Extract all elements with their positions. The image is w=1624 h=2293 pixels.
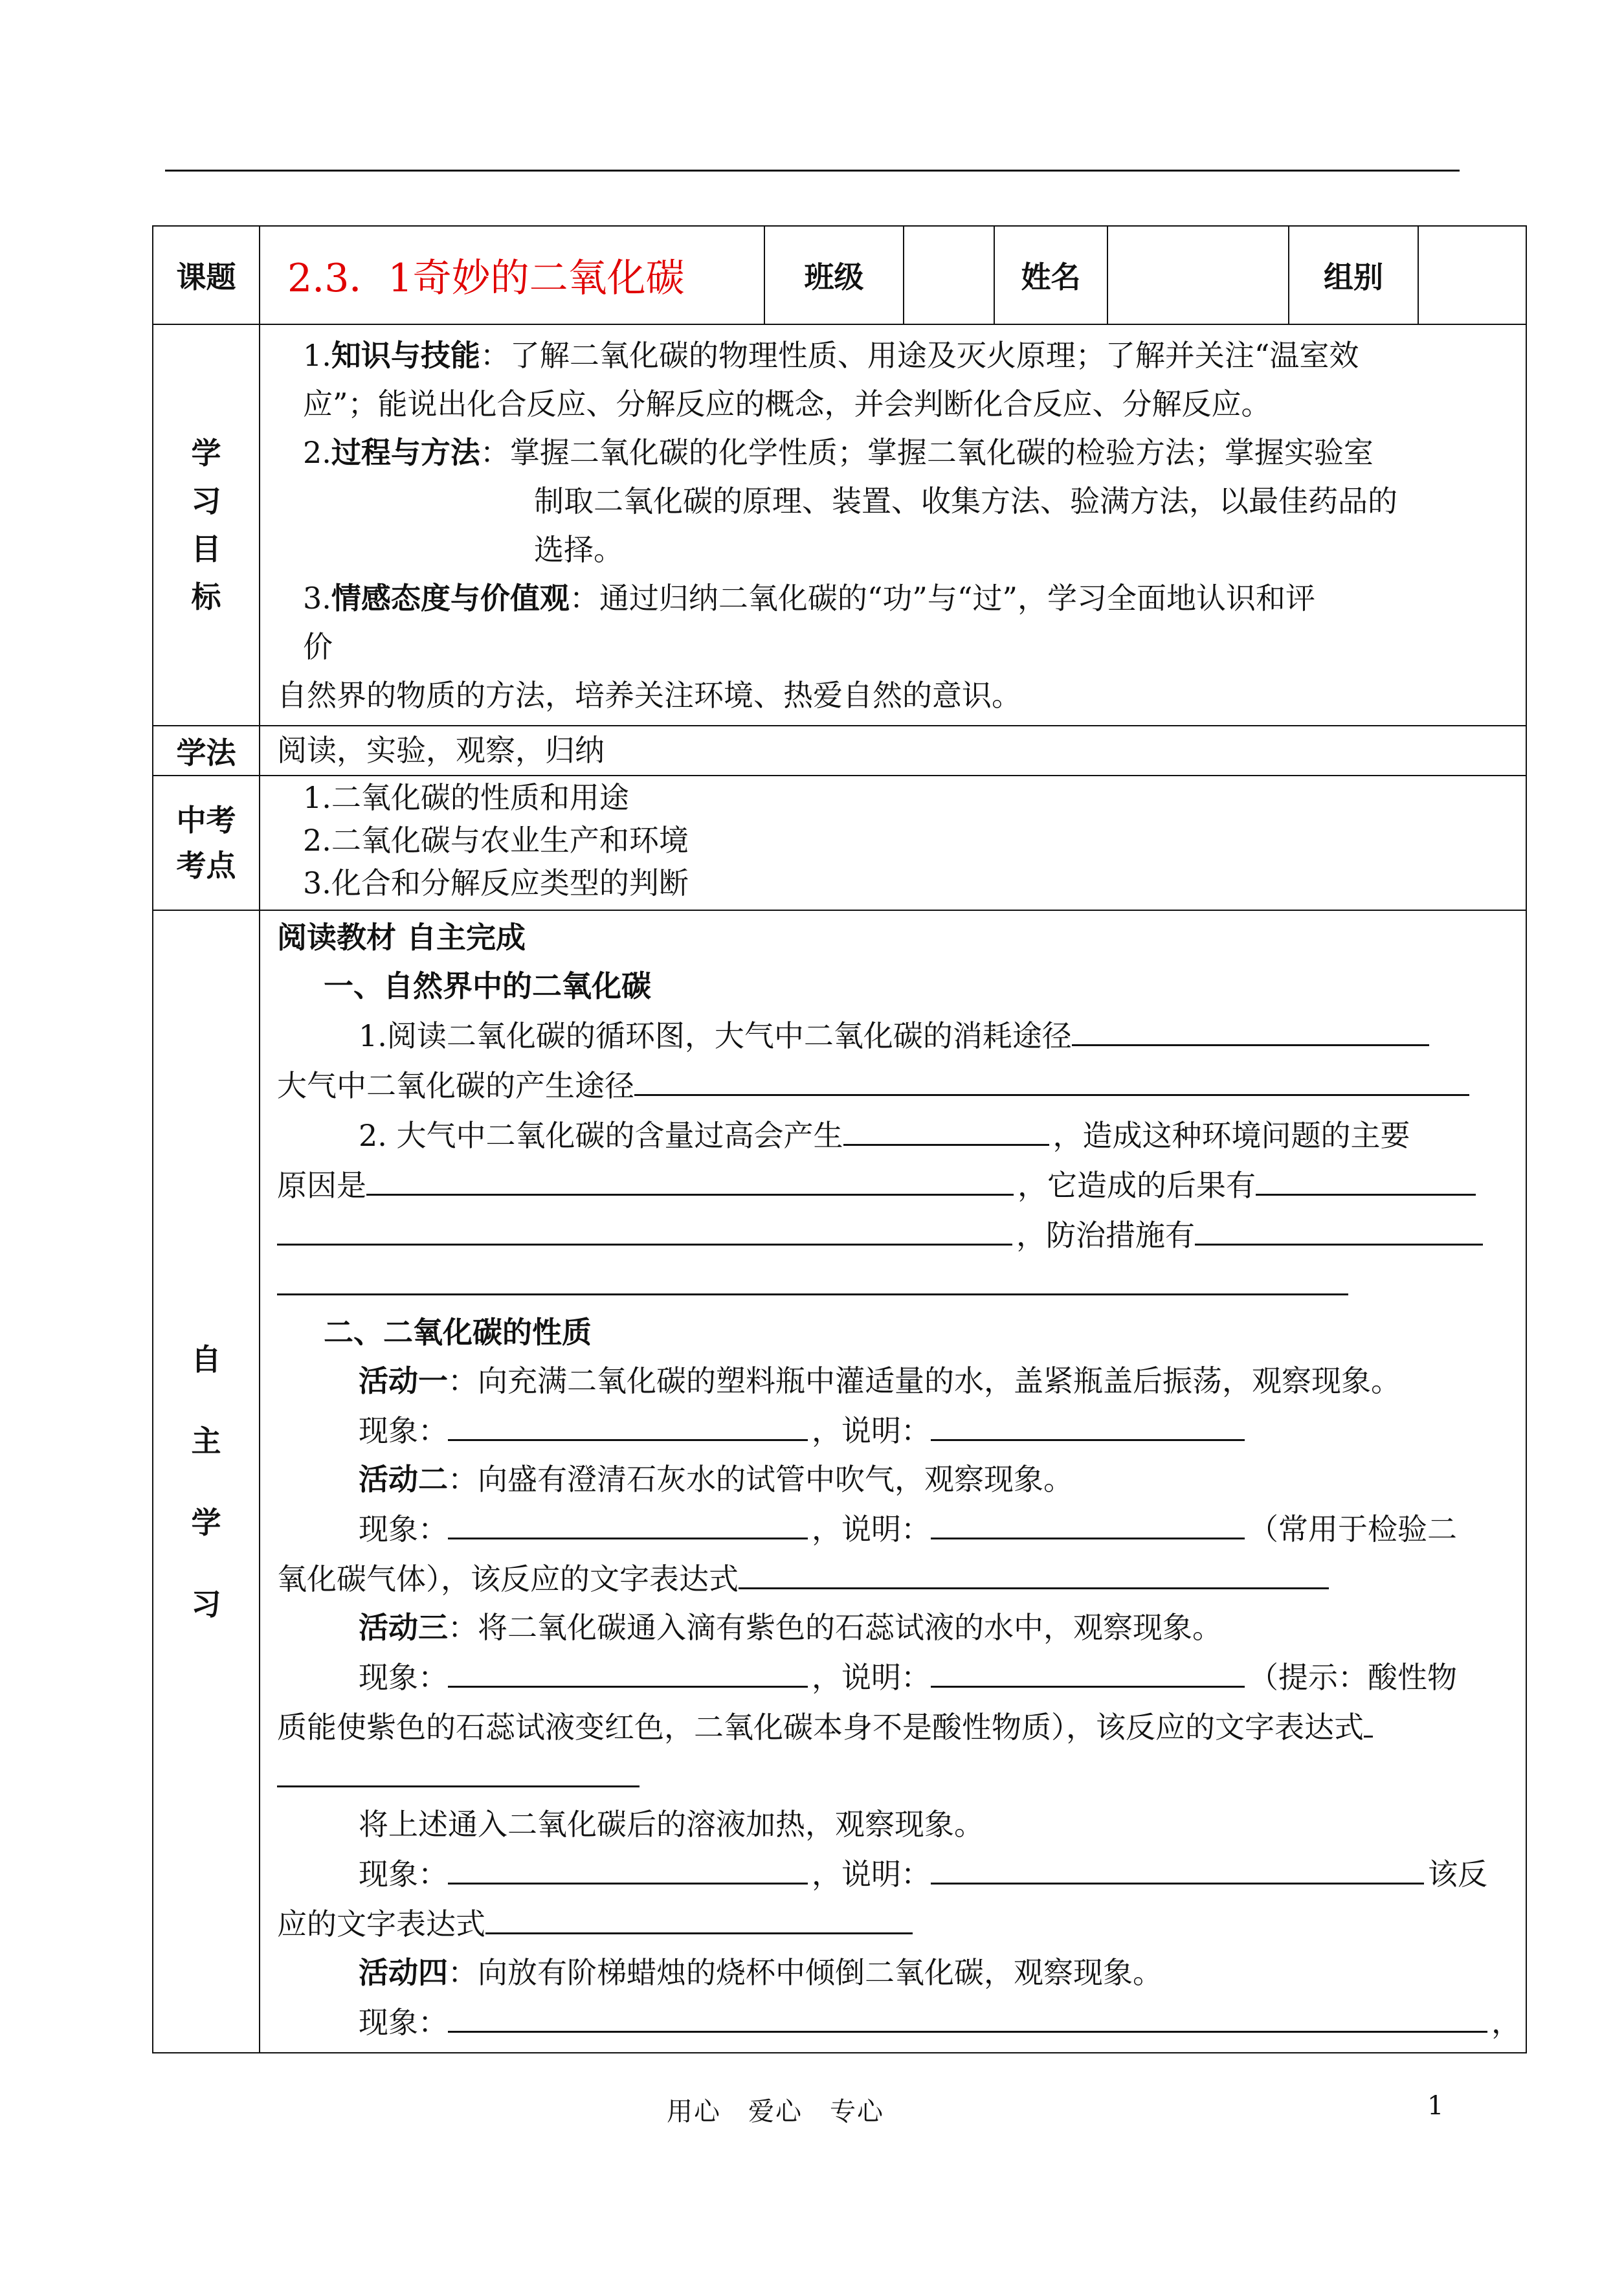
blank-act3-explain[interactable]: [931, 1652, 1245, 1688]
goal-1-line: 1.知识与技能：了解二氧化碳的物理性质、用途及灭火原理；了解并关注“温室效: [303, 338, 1359, 373]
blank-act3-equation[interactable]: [1364, 1702, 1373, 1738]
worksheet-table: [152, 225, 1527, 2053]
blank-heat-explain[interactable]: [931, 1849, 1424, 1885]
blank-act1-explain[interactable]: [931, 1405, 1245, 1441]
blank-act2-explain[interactable]: [931, 1504, 1245, 1539]
q1-line: 1.阅读二氧化碳的循环图，大气中二氧化碳的消耗途径: [277, 1011, 1513, 1060]
exam-points-list: [260, 776, 1526, 910]
goals-row: [153, 324, 1526, 726]
q2-line: ，防治措施有: [277, 1210, 1513, 1260]
self-study-content: [260, 910, 1526, 2053]
method-row: [153, 726, 1526, 776]
activity-2-line: 现象： ，说明： （常用于检验二: [277, 1504, 1513, 1554]
activity-1-line: 现象： ，说明：: [277, 1405, 1513, 1455]
group-label: 组别: [1289, 226, 1418, 324]
exam-points-row: [153, 776, 1526, 910]
page-number: 1: [1427, 2091, 1444, 2121]
blank-act2-phenomenon[interactable]: [448, 1504, 808, 1539]
activity-3-line: 质能使紫色的石蕊试液变红色，二氧化碳本身不是酸性物质），该反应的文字表达式: [277, 1702, 1513, 1752]
activity-3-line: 活动三：将二氧化碳通入滴有紫色的石蕊试液的水中，观察现象。: [359, 1610, 1222, 1645]
exam-points-label: 中考 考点: [153, 776, 260, 910]
course-label: 课题: [153, 226, 260, 324]
q2-line: 原因是 ，它造成的后果有: [277, 1160, 1513, 1210]
activity-4-line: 现象： ，: [277, 1997, 1513, 2047]
blank-cause[interactable]: [366, 1160, 1014, 1196]
blank-act1-phenomenon[interactable]: [448, 1405, 808, 1441]
method-text: 阅读，实验，观察，归纳: [260, 726, 1526, 776]
blank-act4-phenomenon[interactable]: [448, 1997, 1487, 2033]
self-study-title: 阅读教材 自主完成: [277, 920, 526, 955]
blank-heat-phenomenon[interactable]: [448, 1849, 808, 1885]
activity-1-line: 活动一：向充满二氧化碳的塑料瓶中灌适量的水，盖紧瓶盖后振荡，观察现象。: [359, 1363, 1401, 1398]
q2-line: 2. 大气中二氧化碳的含量过高会产生 ，造成这种环境问题的主要: [277, 1110, 1513, 1160]
activity-4-line: 活动四：向放有阶梯蜡烛的烧杯中倾倒二氧化碳，观察现象。: [359, 1955, 1162, 1990]
heat-line: 应的文字表达式: [277, 1899, 1513, 1949]
section-1-title: 一、自然界中的二氧化碳: [324, 968, 651, 1003]
heat-line: 将上述通入二氧化碳后的溶液加热，观察现象。: [359, 1807, 984, 1842]
goal-1-line: 应”；能说出化合反应、分解反应的概念，并会判断化合反应、分解反应。: [303, 386, 1271, 421]
method-label: 学法: [153, 726, 260, 776]
q1-line: 大气中二氧化碳的产生途径: [277, 1060, 1513, 1110]
header-rule: [165, 170, 1460, 172]
q2-line: [277, 1260, 1513, 1308]
goal-3-line: 3.情感态度与价值观：通过归纳二氧化碳的“功”与“过”，学习全面地认识和评: [303, 581, 1315, 616]
goal-3-line: 自然界的物质的方法，培养关注环境、热爱自然的意识。: [277, 678, 1021, 713]
blank-consequence[interactable]: [1256, 1160, 1476, 1196]
blank-consumption[interactable]: [1072, 1011, 1429, 1046]
class-label: 班级: [764, 226, 904, 324]
course-title: 2.3．1奇妙的二氧化碳: [260, 226, 764, 324]
exam-point-item: 2.二氧化碳与农业生产和环境: [303, 823, 689, 858]
blank-prevention-cont[interactable]: [277, 1260, 1348, 1295]
exam-point-item: 3.化合和分解反应类型的判断: [303, 866, 689, 900]
goal-2-line: 2.过程与方法：掌握二氧化碳的化学性质；掌握二氧化碳的检验方法；掌握实验室: [303, 435, 1374, 470]
heat-line: 现象： ，说明： 该反: [277, 1849, 1513, 1899]
self-study-row: [153, 910, 1526, 2053]
blank-heat-equation[interactable]: [485, 1899, 913, 1934]
header-row: [153, 226, 1526, 324]
self-study-label: 自 主 学 习: [153, 910, 260, 2053]
goal-2-line: 制取二氧化碳的原理、装置、收集方法、验满方法，以最佳药品的: [534, 484, 1397, 519]
blank-act3-equation-cont[interactable]: [277, 1752, 640, 1787]
name-label: 姓名: [994, 226, 1107, 324]
blank-consequence-cont[interactable]: [277, 1210, 1012, 1246]
exam-point-item: 1.二氧化碳的性质和用途: [303, 780, 629, 815]
class-field[interactable]: [904, 226, 994, 324]
blank-problem[interactable]: [843, 1110, 1049, 1146]
goals-content: [260, 324, 1526, 726]
activity-2-line: 活动二：向盛有澄清石灰水的试管中吹气，观察现象。: [359, 1462, 1073, 1497]
blank-act2-equation[interactable]: [739, 1554, 1329, 1589]
name-field[interactable]: [1107, 226, 1289, 324]
section-2-title: 二、二氧化碳的性质: [324, 1315, 592, 1350]
activity-2-line: 氧化碳气体），该反应的文字表达式: [277, 1554, 1513, 1604]
blank-production[interactable]: [634, 1060, 1469, 1096]
goal-3-line: 价: [303, 629, 333, 664]
footer-motto: 用心 爱心 专心: [667, 2097, 884, 2127]
activity-3-line: [277, 1752, 1513, 1800]
goal-2-line: 选择。: [534, 532, 623, 567]
group-field[interactable]: [1418, 226, 1526, 324]
blank-prevention[interactable]: [1195, 1210, 1483, 1246]
activity-3-line: 现象： ，说明： （提示：酸性物: [277, 1652, 1513, 1702]
blank-act3-phenomenon[interactable]: [448, 1652, 808, 1688]
goals-label: 学 习 目 标: [153, 324, 260, 726]
